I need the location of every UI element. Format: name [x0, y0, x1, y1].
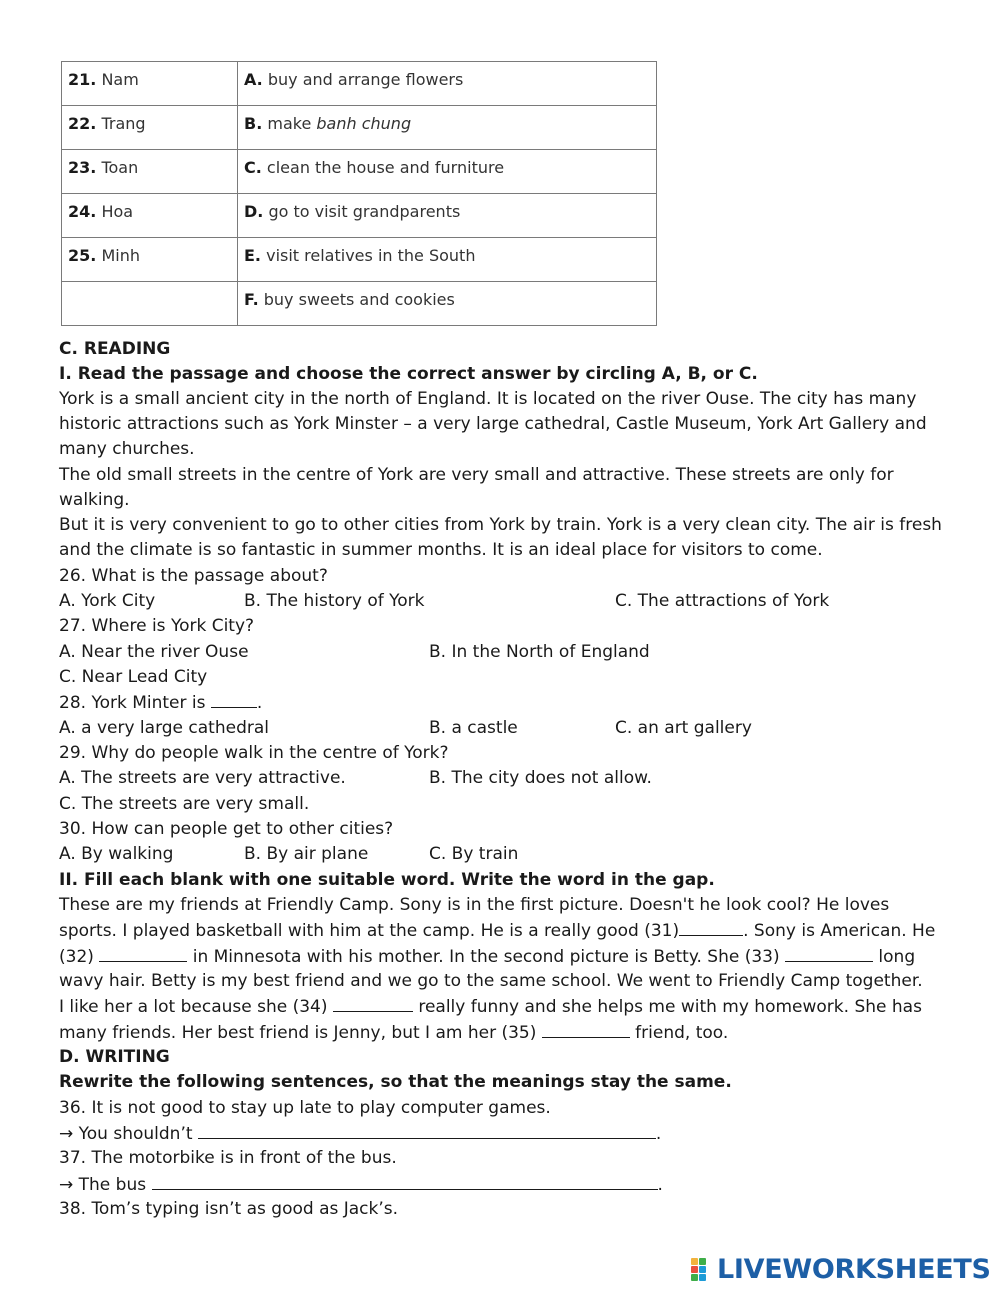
reading-heading: C. READING: [59, 339, 171, 359]
question-29: 29. Why do people walk in the centre of York?: [59, 743, 449, 763]
table-row: [62, 282, 657, 326]
passage-line: historic attractions such as York Minster – a very large cathedral, Castle Museum, York Art Gallery and: [59, 414, 927, 434]
option-30-a[interactable]: A. By walking: [59, 844, 174, 864]
activity-letter: F.: [244, 290, 259, 309]
person-number: 23.: [68, 158, 97, 177]
option-29-b[interactable]: B. The city does not allow.: [429, 768, 652, 788]
fill-text: many friends. Her best friend is Jenny, but I am her (35): [59, 1023, 542, 1043]
fill-text: friend, too.: [629, 1023, 729, 1043]
blank-33[interactable]: [785, 944, 873, 962]
person-cell: [62, 282, 238, 326]
fill-text: really funny and she helps me with my homework. She has: [412, 997, 922, 1017]
activity-text: make: [267, 114, 317, 133]
activity-letter: E.: [244, 246, 262, 265]
writing-task: Rewrite the following sentences, so that the meanings stay the same.: [59, 1072, 732, 1092]
activity-cell: [238, 106, 657, 150]
person-name: Hoa: [101, 202, 134, 221]
liveworksheets-logo: [691, 1252, 991, 1286]
activity-cell: [238, 62, 657, 106]
passage-line: But it is very convenient to go to other cities from York by train. York is a very clean city. The air is fresh: [59, 515, 942, 535]
table-row: [62, 194, 657, 238]
logo-square: [699, 1258, 706, 1265]
option-28-c[interactable]: C. an art gallery: [615, 718, 752, 738]
option-29-c[interactable]: C. The streets are very small.: [59, 794, 310, 814]
blank-35[interactable]: [542, 1020, 630, 1038]
answer-prompt-36: → You shouldn’t: [59, 1124, 198, 1144]
activity-text: buy and arrange flowers: [267, 70, 464, 89]
answer-end-36: .: [655, 1124, 662, 1144]
question-28-text: 28. York Minter is: [59, 693, 211, 713]
person-cell: [62, 150, 238, 194]
fill-line: These are my friends at Friendly Camp. Sony is in the first picture. Doesn't he look cool? He loves: [59, 895, 890, 915]
answer-end-37: .: [657, 1175, 663, 1195]
matching-table: [61, 61, 657, 326]
fill-text: . Sony is American. He: [743, 921, 936, 941]
question-28: [59, 690, 262, 715]
activity-letter: D.: [244, 202, 264, 221]
reading-task-1: I. Read the passage and choose the correct answer by circling A, B, or C.: [59, 364, 758, 384]
person-name: Toan: [101, 158, 139, 177]
options-30: [59, 842, 959, 867]
person-cell: [62, 106, 238, 150]
question-38: 38. Tom’s typing isn’t as good as Jack’s.: [59, 1199, 399, 1219]
passage-line: The old small streets in the centre of York are very small and attractive. These streets are only for: [59, 465, 894, 485]
activity-italic: banh chung: [316, 114, 412, 133]
blank-36[interactable]: [198, 1121, 656, 1139]
activity-text: clean the house and furniture: [266, 158, 505, 177]
question-28-end: .: [256, 693, 263, 713]
passage-line: walking.: [59, 490, 130, 510]
fill-line: [59, 1020, 728, 1045]
logo-square: [691, 1266, 698, 1273]
blank-31[interactable]: [679, 918, 743, 936]
option-28-a[interactable]: A. a very large cathedral: [59, 718, 270, 738]
table-row: [62, 62, 657, 106]
option-30-c[interactable]: C. By train: [429, 844, 519, 864]
logo-mark-icon: [691, 1258, 713, 1280]
activity-cell: [238, 150, 657, 194]
person-cell: [62, 238, 238, 282]
option-27-a[interactable]: A. Near the river Ouse: [59, 642, 249, 662]
logo-square: [691, 1274, 698, 1281]
answer-line-37: [59, 1172, 663, 1197]
person-number: 22.: [68, 114, 97, 133]
table-row: [62, 238, 657, 282]
table-row: [62, 106, 657, 150]
fill-line: wavy hair. Betty is my best friend and we go to the same school. We went to Friendly Camp together.: [59, 971, 923, 991]
question-30: 30. How can people get to other cities?: [59, 819, 394, 839]
option-26-a[interactable]: A. York City: [59, 591, 156, 611]
person-name: Nam: [101, 70, 139, 89]
blank-32[interactable]: [99, 944, 187, 962]
person-cell: [62, 194, 238, 238]
options-29: [59, 766, 959, 791]
option-27-b[interactable]: B. In the North of England: [429, 642, 650, 662]
blank-37[interactable]: [152, 1172, 658, 1190]
person-number: 21.: [68, 70, 97, 89]
activity-text: visit relatives in the South: [266, 246, 476, 265]
option-27-c[interactable]: C. Near Lead City: [59, 667, 208, 687]
table-row: [62, 150, 657, 194]
question-26: 26. What is the passage about?: [59, 566, 328, 586]
activity-cell: [238, 194, 657, 238]
options-27: [59, 640, 959, 665]
question-27: 27. Where is York City?: [59, 616, 255, 636]
fill-line: [59, 994, 922, 1019]
activity-letter: C.: [244, 158, 262, 177]
option-30-b[interactable]: B. By air plane: [244, 844, 369, 864]
option-28-b[interactable]: B. a castle: [429, 718, 518, 738]
person-number: 25.: [68, 246, 97, 265]
answer-line-36: [59, 1121, 661, 1146]
person-name: Minh: [101, 246, 140, 265]
logo-square: [691, 1258, 698, 1265]
blank-28: [211, 690, 257, 708]
activity-letter: B.: [244, 114, 263, 133]
fill-text: I like her a lot because she (34): [59, 997, 333, 1017]
option-26-c[interactable]: C. The attractions of York: [615, 591, 830, 611]
activity-cell: [238, 238, 657, 282]
fill-text: long: [873, 947, 916, 967]
blank-34[interactable]: [333, 994, 413, 1012]
fill-text: sports. I played basketball with him at the camp. He is a really good (31): [59, 921, 680, 941]
passage-line: York is a small ancient city in the north of England. It is located on the river Ouse. The city has many: [59, 389, 917, 409]
question-37: 37. The motorbike is in front of the bus.: [59, 1148, 397, 1168]
fill-text: (32): [59, 947, 100, 967]
logo-square: [699, 1274, 706, 1281]
options-26: [59, 589, 959, 614]
activity-cell: [238, 282, 657, 326]
passage-line: and the climate is so fantastic in summer months. It is an ideal place for visitors to come.: [59, 540, 823, 560]
option-26-b[interactable]: B. The history of York: [244, 591, 425, 611]
activity-letter: A.: [244, 70, 263, 89]
fill-text: in Minnesota with his mother. In the second picture is Betty. She (33): [187, 947, 786, 967]
writing-heading: D. WRITING: [59, 1047, 170, 1067]
fill-line: [59, 944, 915, 969]
logo-text: LIVEWORKSHEETS: [717, 1253, 991, 1285]
activity-text: buy sweets and cookies: [263, 290, 455, 309]
passage-line: many churches.: [59, 439, 195, 459]
activity-text: go to visit grandparents: [268, 202, 461, 221]
question-36: 36. It is not good to stay up late to play computer games.: [59, 1098, 551, 1118]
person-name: Trang: [101, 114, 146, 133]
fill-line: [59, 918, 935, 943]
fill-task: II. Fill each blank with one suitable word. Write the word in the gap.: [59, 870, 715, 890]
person-number: 24.: [68, 202, 97, 221]
answer-prompt-37: → The bus: [59, 1175, 152, 1195]
options-28: [59, 716, 959, 741]
person-cell: [62, 62, 238, 106]
option-29-a[interactable]: A. The streets are very attractive.: [59, 768, 346, 788]
logo-square: [699, 1266, 706, 1273]
